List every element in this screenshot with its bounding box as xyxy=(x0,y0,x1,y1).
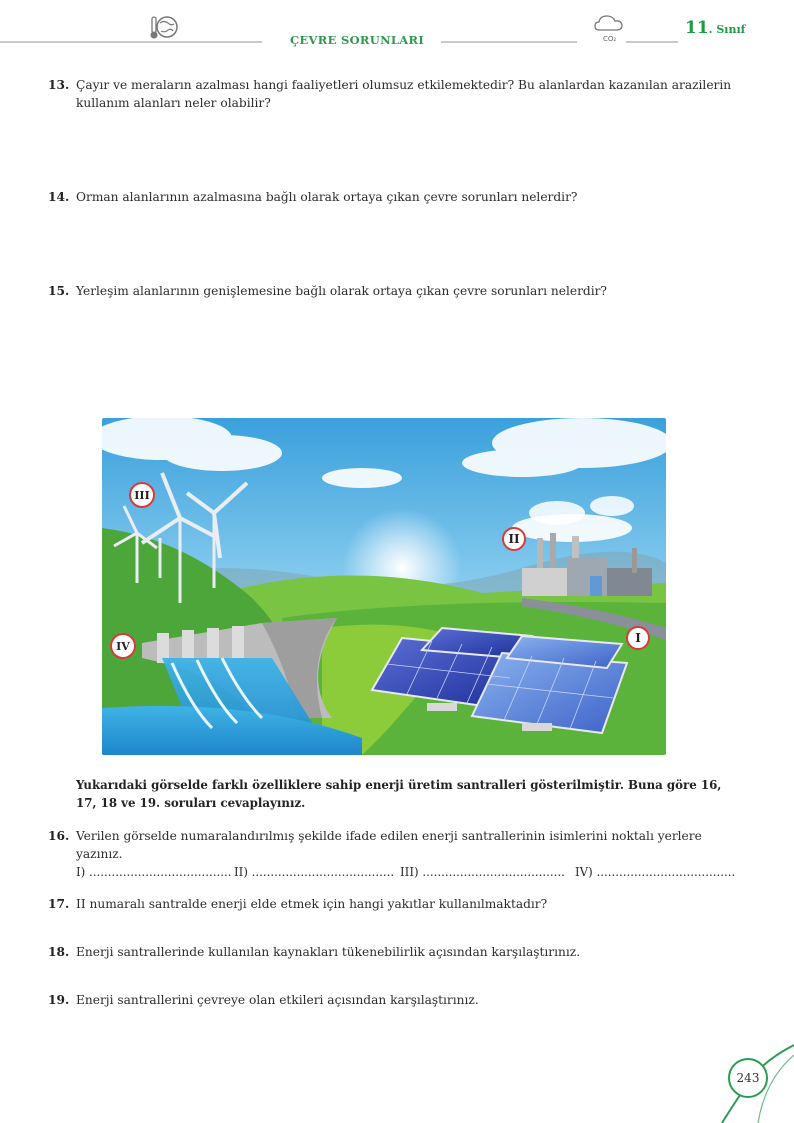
question-number: 15. xyxy=(48,284,70,298)
label-IV-text: IV xyxy=(116,640,130,653)
question-number: 14. xyxy=(48,190,70,204)
label-II-text: II xyxy=(508,532,520,546)
question-text: Çayır ve meraların azalması hangi faaliyetleri olumsuz etkilemektedir? Bu alanlardan kazanılan arazilerin kullanım alanları neler olabilir? xyxy=(76,78,732,110)
answer-blank-I[interactable]: I) ...................................... xyxy=(76,865,232,879)
question-number: 19. xyxy=(48,993,70,1007)
question-text: Orman alanlarının azalmasına bağlı olarak ortaya çıkan çevre sorunları nelerdir? xyxy=(76,190,578,204)
label-IV xyxy=(111,634,135,658)
question-number: 17. xyxy=(48,897,70,911)
grade-label xyxy=(685,18,745,38)
label-I xyxy=(627,627,649,649)
question-number: 13. xyxy=(48,78,70,92)
page-number: 243 xyxy=(728,1058,768,1098)
grade-number: 11 xyxy=(685,18,709,38)
question-text: Verilen görselde numaralandırılmış şekilde ifade edilen enerji santrallerinin isimlerini noktalı yerlere yazınız. xyxy=(76,829,702,861)
question-number: 16. xyxy=(48,829,70,843)
question-text: II numaralı santralde enerji elde etmek için hangi yakıtlar kullanılmaktadır? xyxy=(76,897,548,911)
question-text: Yerleşim alanlarının genişlemesine bağlı olarak ortaya çıkan çevre sorunları nelerdir? xyxy=(76,284,607,298)
label-I-text: I xyxy=(635,631,641,645)
answer-blank-II[interactable]: II) ...................................... xyxy=(234,865,395,879)
label-III-text: III xyxy=(134,489,150,502)
header-rule-left xyxy=(0,41,262,43)
thermometer-earth-icon xyxy=(147,13,181,43)
header-rule-right xyxy=(626,41,678,43)
answer-blank-III[interactable]: III) ...................................... xyxy=(400,865,565,879)
co2-label: CO₂ xyxy=(603,35,617,42)
question-text: Enerji santrallerinde kullanılan kaynakları tükenebilirlik açısından karşılaştırınız. xyxy=(76,945,581,959)
question-number: 18. xyxy=(48,945,70,959)
grade-suffix: . Sınıf xyxy=(708,23,746,36)
co2-cloud-icon xyxy=(592,12,626,42)
instruction-text: Yukarıdaki görselde farklı özelliklere sahip enerji üretim santralleri gösterilmiştir. Buna göre 16, 17, 18 ve 19. soruları cevaplayınız. xyxy=(76,778,722,810)
answer-blank-IV[interactable]: IV) ..................................... xyxy=(575,865,736,879)
label-II xyxy=(503,528,525,550)
question-text: Enerji santrallerini çevreye olan etkileri açısından karşılaştırınız. xyxy=(76,993,479,1007)
label-III xyxy=(130,483,154,507)
header-title: ÇEVRE SORUNLARI xyxy=(290,33,425,47)
header-rule-middle xyxy=(441,41,577,43)
power-plants-illustration xyxy=(102,418,666,755)
